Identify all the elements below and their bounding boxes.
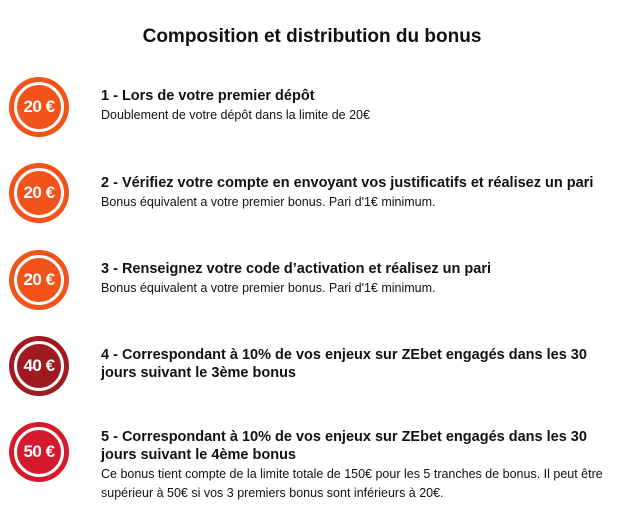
bonus-amount-label: 20 € — [14, 82, 64, 132]
bonus-amount-label: 20 € — [14, 255, 64, 305]
page-title: Composition et distribution du bonus — [142, 26, 482, 47]
step-title: 2 - Vérifiez votre compte en envoyant vos justificatifs et réalisez un pari — [101, 175, 594, 191]
step-title: 3 - Renseignez votre code d’activation et réalisez un pari — [101, 261, 492, 277]
bonus-amount-badge — [9, 163, 69, 223]
bonus-amount-badge — [9, 250, 69, 310]
bonus-amount-badge — [9, 422, 69, 482]
bonus-step-3 — [0, 250, 624, 330]
step-description: Bonus équivalent a votre premier bonus. Pari d'1€ minimum. — [101, 195, 436, 209]
step-title: 1 - Lors de votre premier dépôt — [101, 88, 315, 104]
step-description: Bonus équivalent a votre premier bonus. Pari d'1€ minimum. — [101, 281, 436, 295]
step-title: 5 - Correspondant à 10% de vos enjeux sur ZEbet engagés dans les 30 jours suivant le 4ème bonus — [101, 429, 587, 463]
bonus-step-2 — [0, 163, 624, 243]
bonus-amount-badge — [9, 77, 69, 137]
step-description: Doublement de votre dépôt dans la limite de 20€ — [101, 108, 370, 122]
step-title: 4 - Correspondant à 10% de vos enjeux sur ZEbet engagés dans les 30 jours suivant le 3ème bonus — [101, 347, 587, 381]
bonus-amount-badge — [9, 336, 69, 396]
bonus-step-1 — [0, 75, 624, 155]
bonus-amount-label: 50 € — [14, 427, 64, 477]
bonus-amount-label: 20 € — [14, 168, 64, 218]
bonus-step-5 — [0, 420, 624, 520]
bonus-step-4 — [0, 336, 624, 416]
step-description: Ce bonus tient compte de la limite totale de 150€ pour les 5 tranches de bonus. Il peut être supérieur à 50€ si vos 3 premiers bonus sont inférieurs à 20€. — [101, 467, 603, 500]
bonus-amount-label: 40 € — [14, 341, 64, 391]
